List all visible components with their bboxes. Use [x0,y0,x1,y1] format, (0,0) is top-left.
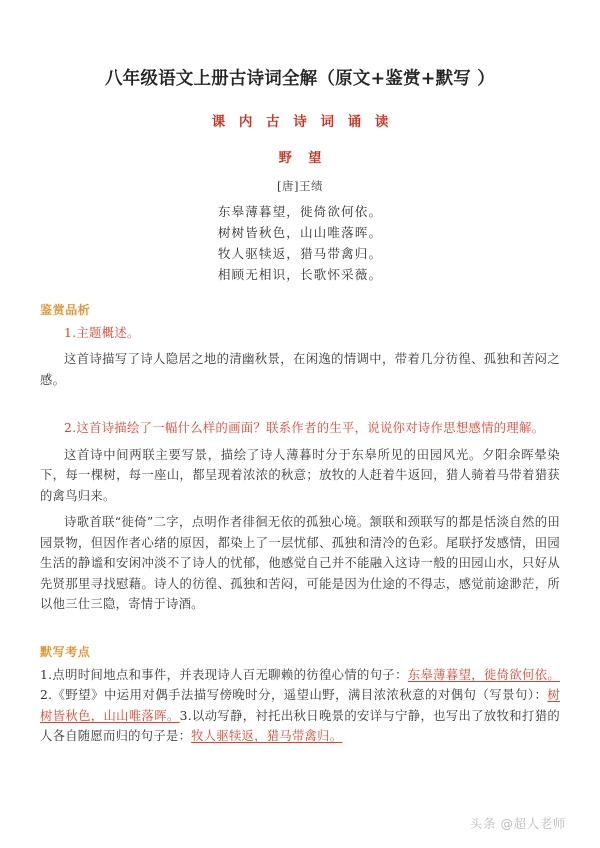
appreciation-answer-2-part-1: 这首诗中间两联主要写景，描绘了诗人薄暮时分于东皋所见的田园风光。夕阳余晖晕染下，每一棵树，每一座山，都呈现着浓浓的秋意；放牧的人赶着牛返回，猎人骑着马带着猎获的禽鸟归来。 [40,447,560,503]
section-spacer [40,615,560,627]
poem-line: 东皋薄暮望，徙倚欲何依。 [217,203,383,219]
appreciation-answer-1: 这首诗描写了诗人隐居之地的清幽秋景，在闲逸的情调中，带着几分彷徨、孤独和苦闷之感。 [40,352,560,387]
content-column [0,285,600,747]
dictation-answer: 东皋薄暮望，徙倚欲何依。 [407,667,560,682]
dictation-prompt: 1.点明时间地点和事件，并表现诗人百无聊赖的彷徨心情的句子： [40,667,408,682]
dictation-prompt: 2.《野望》中运用对偶手法描写傍晚时分，遥望山野，满目浓浓秋意的对偶句（写景句）： [40,688,548,703]
appreciation-question-1: 1.主题概述。 [64,325,140,340]
appreciation-heading: 鉴赏品析 [40,302,91,317]
dictation-items [40,660,560,747]
dictation-answer: 树树皆秋色，山山唯落晖。 [40,688,560,723]
dictation-heading: 默写考点 [40,644,91,659]
poem-title: 野 望 [278,150,328,166]
section-heading-recitation: 课 内 古 诗 词 诵 读 [211,113,393,130]
dictation-answer: 牧人驱犊返，猎马带禽归。 [191,729,343,744]
poem-body [0,194,600,285]
page-title: 八年级语文上册古诗词全解（原文+鉴赏+默写 ） [104,69,496,89]
poem-line: 牧人驱犊返，猎马带禽归。 [217,245,383,261]
appreciation-question-2: 2.这首诗描绘了一幅什么样的画面？联系作者的生平，说说你对诗作思想感情的理解。 [64,421,545,436]
dictation-prompt: 3.以动写静，衬托出秋日晚景的安详与宁静，也写出了放牧和打猎的人各自随愿而归的句子是： [40,708,560,744]
appreciation-answer-2-part-2: 诗歌首联“徙倚”二字，点明作者徘徊无依的孤独心境。颔联和颈联写的都是恬淡自然的田园景物，但因作者心绪的原因，都染上了一层忧郁、孤独和清冷的色彩。尾联抒发感情，田园生活的静谧和安闲冲淡不了诗人的忧郁，他感觉自己并不能融入这诗一般的田园山水，只好从先贤那里寻找慰藉。诗人的彷徨、孤独和苦闷，可能是因为仕途的不得志，感觉前途渺茫，所以他三仕三隐，寄情于诗酒。 [40,515,560,612]
poem-author: [唐]王绩 [277,178,323,193]
poem-line: 树树皆秋色，山山唯落晖。 [217,224,383,240]
watermark: 头条 @超人老师 [469,816,566,831]
paragraph-spacer [40,390,560,412]
poem-line: 相顾无相识，长歌怀采薇。 [217,266,383,282]
